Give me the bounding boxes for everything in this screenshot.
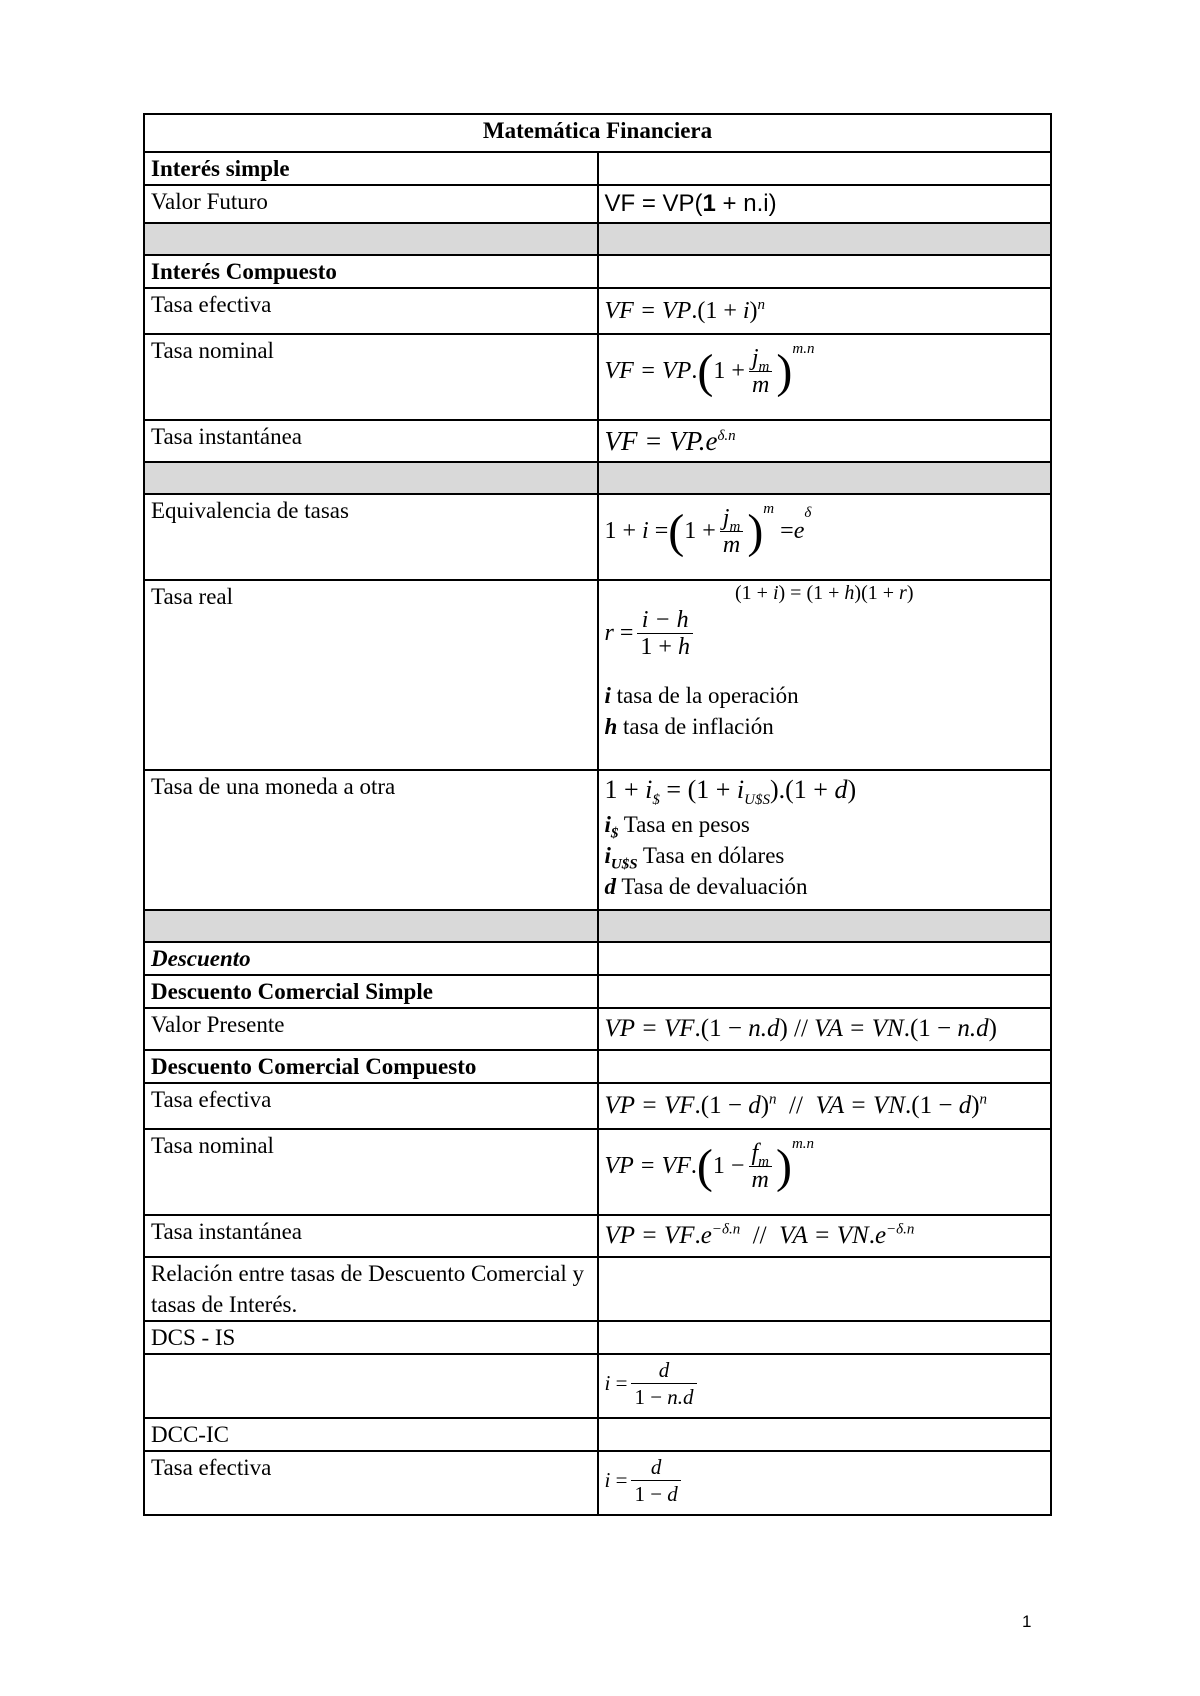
table-row xyxy=(144,152,1051,185)
formula: 1 + i = ( 1 + $\frac{j_m}{m}$ ) m = e δ xyxy=(598,494,1052,580)
section-heading: Interés Compuesto xyxy=(144,255,598,288)
note-text: Tasa en dólares xyxy=(642,843,785,868)
note-text: Tasa en pesos xyxy=(623,812,750,837)
table-row xyxy=(144,1008,1051,1050)
formula: VP = VF . ( 1 − $\frac{f_m}{m}$ ) m.n xyxy=(598,1129,1052,1215)
formula: VP = VF.(1 − n.d) // VA = VN.(1 − n.d) xyxy=(598,1008,1052,1050)
table-row xyxy=(144,1129,1051,1215)
formula: (1 + i) = (1 + h)(1 + r) r = $\frac{i - h}{1 + h}$ i tasa de la operación h tasa de inflación xyxy=(598,580,1052,770)
page-number: 1 xyxy=(1022,1612,1032,1631)
table-row xyxy=(144,494,1051,580)
section-heading: Interés simple xyxy=(144,152,598,185)
row-label: Tasa nominal xyxy=(144,1129,598,1215)
note-text: tasa de la operación xyxy=(616,683,799,708)
table-row xyxy=(144,255,1051,288)
formula: $1 + i_{\$} = (1 + i_{U\$S}).(1 + d)$ $i_{\$}$ Tasa en pesos $i_{U\$S}$ Tasa en dólares d Tasa de devaluación xyxy=(598,770,1052,910)
formula: i = $\frac{d}{1 - d}$ xyxy=(598,1451,1052,1515)
table-row xyxy=(144,1257,1051,1321)
row-label: Tasa instantánea xyxy=(144,1215,598,1257)
formula: VP = $VF.e^{-\delta.n}$ // VA = $VN.e^{-\delta.n}$ xyxy=(598,1215,1052,1257)
section-heading: Descuento Comercial Simple xyxy=(144,975,598,1008)
table-row xyxy=(144,334,1051,420)
formula: VF = $VP.e^{\delta.n}$ xyxy=(598,420,1052,462)
row-label: Tasa nominal xyxy=(144,334,598,420)
formula: VF = VP . ( 1 + $\frac{j_m}{m}$ ) m.n xyxy=(598,334,1052,420)
row-label: Tasa efectiva xyxy=(144,1451,598,1515)
section-heading: Descuento Comercial Compuesto xyxy=(144,1050,598,1083)
page-title: Matemática Financiera xyxy=(144,114,1051,152)
table-row xyxy=(144,1050,1051,1083)
formula: i = $\frac{d}{1 - n.d}$ xyxy=(598,1354,1052,1418)
spacer-row xyxy=(144,223,1051,255)
table-row xyxy=(144,420,1051,462)
table-row xyxy=(144,185,1051,223)
table-row xyxy=(144,1451,1051,1515)
row-label: Valor Presente xyxy=(144,1008,598,1050)
row-label: DCC-IC xyxy=(144,1418,598,1451)
section-heading: Descuento xyxy=(144,942,598,975)
row-label: DCS - IS xyxy=(144,1321,598,1354)
formula: VF = $VP.(1 + i)^n$ xyxy=(598,288,1052,334)
table-row xyxy=(144,1418,1051,1451)
table-row xyxy=(144,975,1051,1008)
row-label: Valor Futuro xyxy=(144,185,598,223)
row-label: Tasa instantánea xyxy=(144,420,598,462)
spacer-row xyxy=(144,462,1051,494)
note-text: Tasa de devaluación xyxy=(621,874,808,899)
table-row xyxy=(144,580,1051,770)
formula: VF = VP(1 + n.i) xyxy=(598,185,1052,223)
row-label: Tasa de una moneda a otra xyxy=(144,770,598,910)
table-row xyxy=(144,288,1051,334)
table-row xyxy=(144,770,1051,910)
row-label: Tasa real xyxy=(144,580,598,770)
table-row xyxy=(144,1321,1051,1354)
table-row xyxy=(144,942,1051,975)
table-row xyxy=(144,1083,1051,1129)
title-row xyxy=(144,114,1051,152)
row-label: Tasa efectiva xyxy=(144,1083,598,1129)
spacer-row xyxy=(144,910,1051,942)
row-label: Equivalencia de tasas xyxy=(144,494,598,580)
table-row xyxy=(144,1354,1051,1418)
note-text: tasa de inflación xyxy=(623,714,774,739)
table-row xyxy=(144,1215,1051,1257)
formula-table xyxy=(143,113,1052,1516)
row-label: Relación entre tasas de Descuento Comercial y tasas de Interés. xyxy=(144,1257,598,1321)
formula: VP = $VF.(1 - d)^n$ // VA = $VN.(1 - d)^n$ xyxy=(598,1083,1052,1129)
row-label: Tasa efectiva xyxy=(144,288,598,334)
